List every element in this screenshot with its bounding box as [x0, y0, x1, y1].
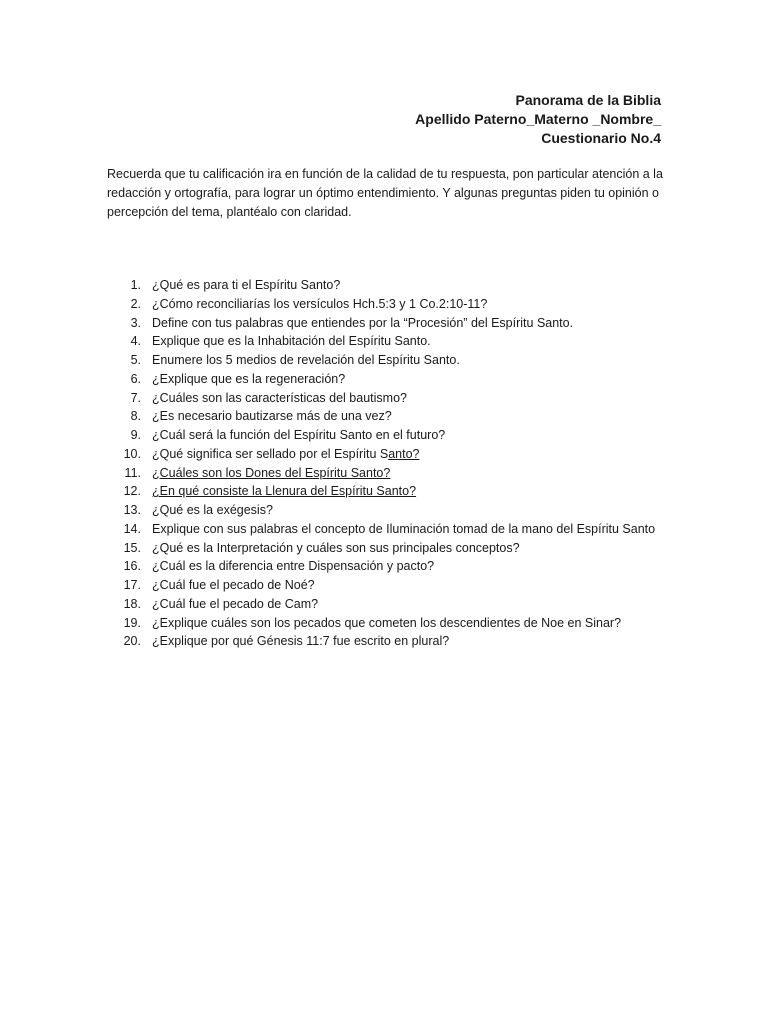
question-text: ¿Es necesario bautizarse más de una vez?	[152, 409, 392, 424]
question-text-underlined: ¿Cuáles son los Dones del Espíritu Santo?	[152, 465, 391, 480]
question-number: 19.	[123, 615, 141, 630]
question-item	[107, 539, 687, 558]
document-header	[415, 91, 661, 148]
student-name-line: Apellido Paterno_Materno _Nombre_	[415, 111, 661, 127]
question-number: 5.	[130, 353, 141, 367]
question-item	[107, 389, 687, 408]
question-text: Explique con sus palabras el concepto de Iluminación tomad de la mano del Espíritu Santo	[152, 521, 656, 536]
question-item	[107, 276, 687, 295]
question-number: 4.	[130, 334, 141, 349]
question-number: 11.	[124, 465, 141, 480]
question-item	[107, 595, 687, 614]
question-item	[107, 445, 687, 464]
question-text: Define con tus palabras que entiendes por la “Procesión” del Espíritu Santo.	[152, 315, 574, 330]
question-text: ¿Explique cuáles son los pecados que cometen los descendientes de Noe en Sinar?	[152, 615, 622, 630]
question-number: 6.	[130, 371, 141, 386]
question-text: ¿Explique que es la regeneración?	[152, 371, 346, 386]
question-text: Explique que es la Inhabitación del Espíritu Santo.	[152, 334, 431, 349]
question-number: 18.	[123, 596, 141, 611]
question-item	[107, 351, 687, 370]
question-number: 1.	[130, 278, 141, 292]
question-text: ¿Cuáles son las características del bautismo?	[152, 390, 407, 405]
question-text: Enumere los 5 medios de revelación del Espíritu Santo.	[152, 353, 460, 367]
question-text: ¿Qué es para ti el Espíritu Santo?	[152, 278, 341, 292]
question-number: 2.	[130, 296, 141, 311]
question-item	[107, 614, 687, 633]
question-item	[107, 632, 687, 651]
question-number: 8.	[130, 409, 141, 424]
question-text-underlined: anto?	[388, 446, 420, 461]
question-text: ¿Cuál será la función del Espíritu Santo en el futuro?	[152, 428, 446, 442]
question-text: ¿Qué es la exégesis?	[152, 503, 273, 517]
question-text: ¿Cuál fue el pecado de Cam?	[152, 596, 319, 611]
questionnaire-label: Cuestionario No.4	[541, 130, 661, 146]
question-number: 9.	[130, 428, 141, 442]
question-text: ¿Cómo reconciliarías los versículos Hch.5:3 y 1 Co.2:10-11?	[152, 296, 488, 311]
question-number: 13.	[123, 503, 141, 517]
question-number: 14.	[123, 521, 141, 536]
question-item	[107, 576, 687, 595]
question-item	[107, 557, 687, 576]
question-item	[107, 370, 687, 389]
question-item	[107, 314, 687, 333]
question-number: 10.	[123, 446, 141, 461]
question-item	[107, 482, 687, 501]
question-text: ¿Cuál es la diferencia entre Dispensación y pacto?	[152, 559, 435, 574]
question-list	[107, 276, 687, 651]
question-number: 16.	[123, 559, 141, 574]
question-number: 3.	[130, 315, 141, 330]
course-title: Panorama de la Biblia	[515, 92, 661, 108]
question-item	[107, 295, 687, 314]
question-item	[107, 464, 687, 483]
question-item	[107, 520, 687, 539]
question-number: 20.	[123, 634, 141, 649]
question-item	[107, 332, 687, 351]
question-number: 12.	[123, 484, 141, 499]
question-number: 17.	[123, 578, 141, 592]
question-text: ¿Explique por qué Génesis 11:7 fue escrito en plural?	[152, 634, 450, 649]
question-item	[107, 407, 687, 426]
question-number: 7.	[130, 390, 141, 405]
question-text-underlined: ¿En qué consiste la Llenura del Espíritu Santo?	[152, 484, 417, 499]
instructions-paragraph: Recuerda que tu calificación ira en función de la calidad de tu respuesta, pon particular atención a la redacción y ortografía, para lograr un óptimo entendimiento. Y algunas preguntas piden tu opinión o percepción del tema, plantéalo con claridad.	[107, 167, 663, 219]
question-text: ¿Qué significa ser sellado por el Espíritu S	[152, 446, 389, 461]
question-item	[107, 501, 687, 520]
question-text: ¿Qué es la Interpretación y cuáles son sus principales conceptos?	[152, 540, 520, 555]
question-text: ¿Cuál fue el pecado de Noé?	[152, 578, 315, 592]
question-number: 15.	[123, 540, 141, 555]
question-item	[107, 426, 687, 445]
